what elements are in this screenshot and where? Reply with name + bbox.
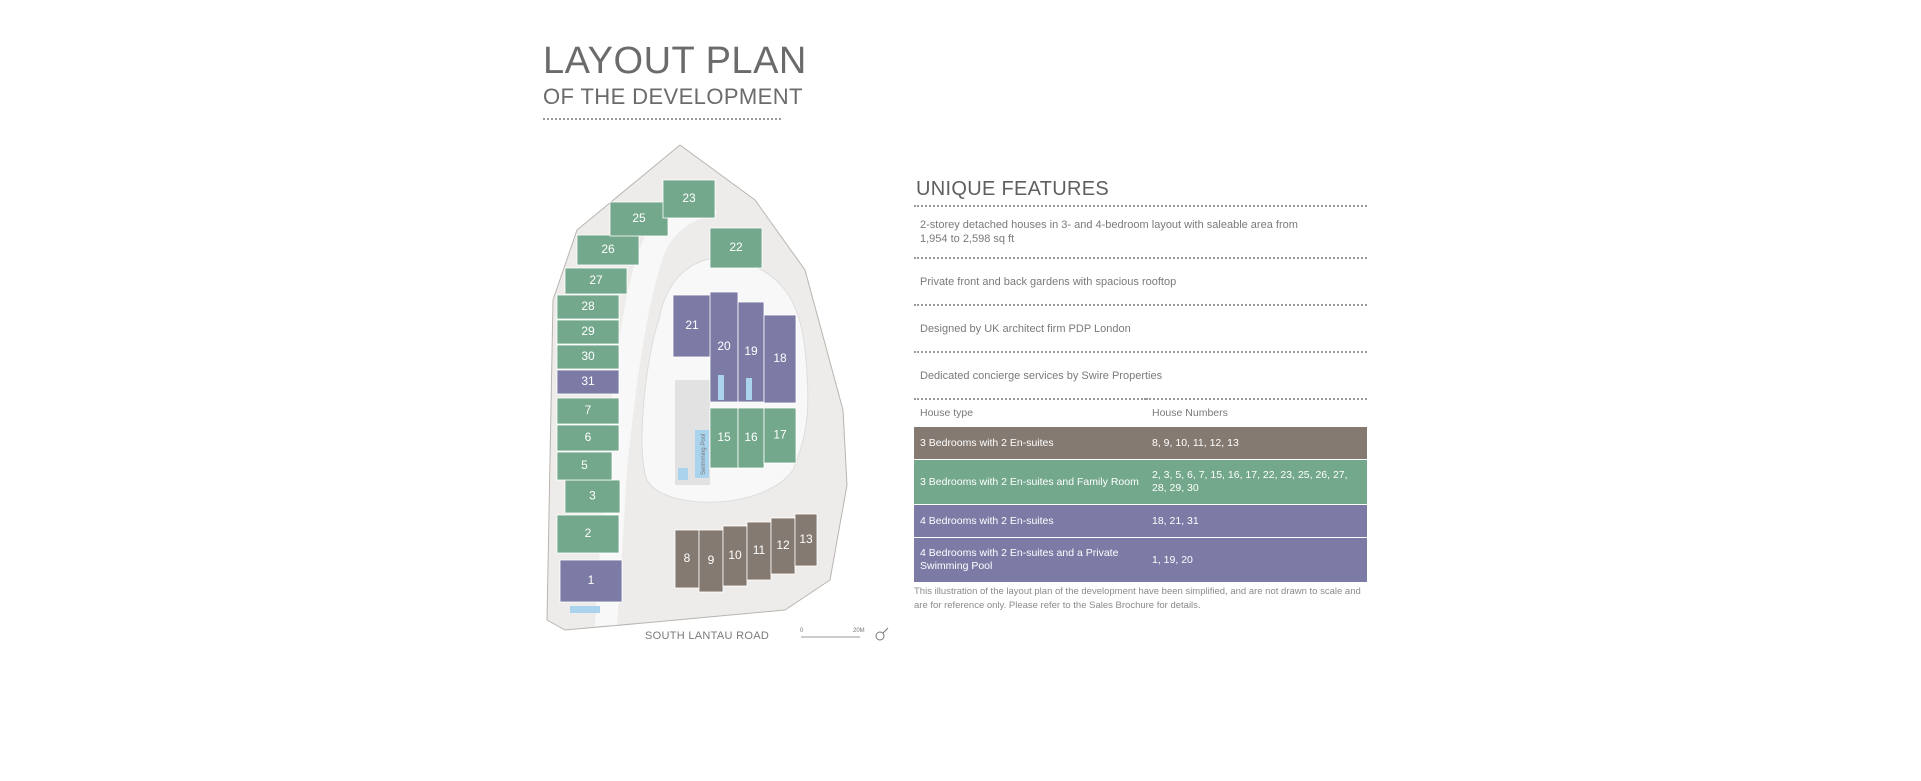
features-panel [914,178,1367,582]
plot-number-label: 16 [744,430,758,445]
house-numbers-cell: 8, 9, 10, 11, 12, 13 [1146,427,1367,460]
house-type-cell: 3 Bedrooms with 2 En-suites and Family Room [914,460,1146,505]
plot-number-label: 23 [682,191,696,206]
plot-number-label: 15 [717,430,731,445]
plot-number-label: 28 [581,299,595,314]
plot-number-label: 27 [589,273,603,288]
plot-number-label: 31 [581,374,595,389]
plot-number-label: 25 [632,211,646,226]
feature-text: Dedicated concierge services by Swire Properties [920,369,1163,382]
plot-number-label: 29 [581,324,595,339]
house-type-table [914,398,1367,582]
feature-text: Private front and back gardens with spacious rooftop [920,275,1177,288]
house-numbers-cell: 18, 21, 31 [1146,505,1367,538]
plot-number-label: 10 [728,548,742,563]
feature-text: 2-storey detached houses in 3- and 4-bedroom layout with saleable area from 1,954 to 2,598 sq ft [920,219,1298,245]
plot-number-label: 7 [584,403,592,418]
features-heading: UNIQUE FEATURES [916,178,1110,200]
feature-text: Designed by UK architect firm PDP London [920,322,1131,335]
plot-number-label: 8 [683,551,691,566]
private-pool [570,606,600,613]
table-row [914,505,1367,538]
plot-number-label: 12 [776,538,790,553]
plot-number-label: 3 [589,488,596,503]
plot-number-label: 20 [717,339,731,354]
scale-end-label: 20M [853,628,865,634]
house-type-cell: 4 Bedrooms with 2 En-suites [914,505,1146,538]
table-row [914,427,1367,460]
page-title: LAYOUT PLAN [543,40,807,82]
table-row [914,538,1367,583]
north-arrow-pointer [883,628,888,633]
road-label: SOUTH LANTAU ROAD [645,630,770,642]
house-type-cell: 3 Bedrooms with 2 En-suites [914,427,1146,460]
table-header-row [914,399,1367,427]
plot-number-label: 26 [601,242,615,257]
table-header-house-type: House type [920,407,974,419]
north-arrow-icon [876,632,884,640]
feature-item [914,205,1367,257]
house-numbers-cell: 2, 3, 5, 6, 7, 15, 16, 17, 22, 23, 25, 26, 27, 28, 29, 30 [1146,460,1367,505]
plot-number-label: 1 [587,573,595,588]
page-subtitle: OF THE DEVELOPMENT [543,84,803,109]
plot-number-label: 21 [685,318,699,333]
plot-number-label: 30 [581,349,595,364]
house-type-cell: 4 Bedrooms with 2 En-suites and a Private Swimming Pool [914,538,1146,583]
private-pool [746,378,752,400]
site-plan-map [535,140,855,640]
scale-start-label: 0 [800,628,804,634]
plot-number-label: 18 [773,351,787,366]
table-row [914,460,1367,505]
table-header-house-numbers: House Numbers [1152,407,1228,419]
feature-item [914,257,1367,304]
title-divider [543,118,781,120]
feature-item [914,304,1367,351]
house-numbers-cell: 1, 19, 20 [1146,538,1367,583]
plot-number-label: 6 [584,430,592,445]
plot-number-label: 17 [773,427,787,442]
plot-number-label: 22 [729,240,743,255]
plot-number-label: 9 [707,553,715,568]
feature-item [914,351,1367,398]
plot-number-label: 11 [752,543,766,558]
pool-label: Swimming Pool [701,433,707,475]
plot-number-label: 13 [799,532,813,547]
plot-number-label: 2 [584,526,592,541]
scale-bar [800,626,900,646]
disclaimer-note: This illustration of the layout plan of the development have been simplified, and are not drawn to scale and are for reference only. Please refer to the Sales Brochure for details. [914,586,1361,611]
plot-number-label: 19 [744,344,758,359]
plot-number-label: 5 [581,458,588,473]
kiddie-pool [678,468,688,480]
private-pool [718,375,724,400]
